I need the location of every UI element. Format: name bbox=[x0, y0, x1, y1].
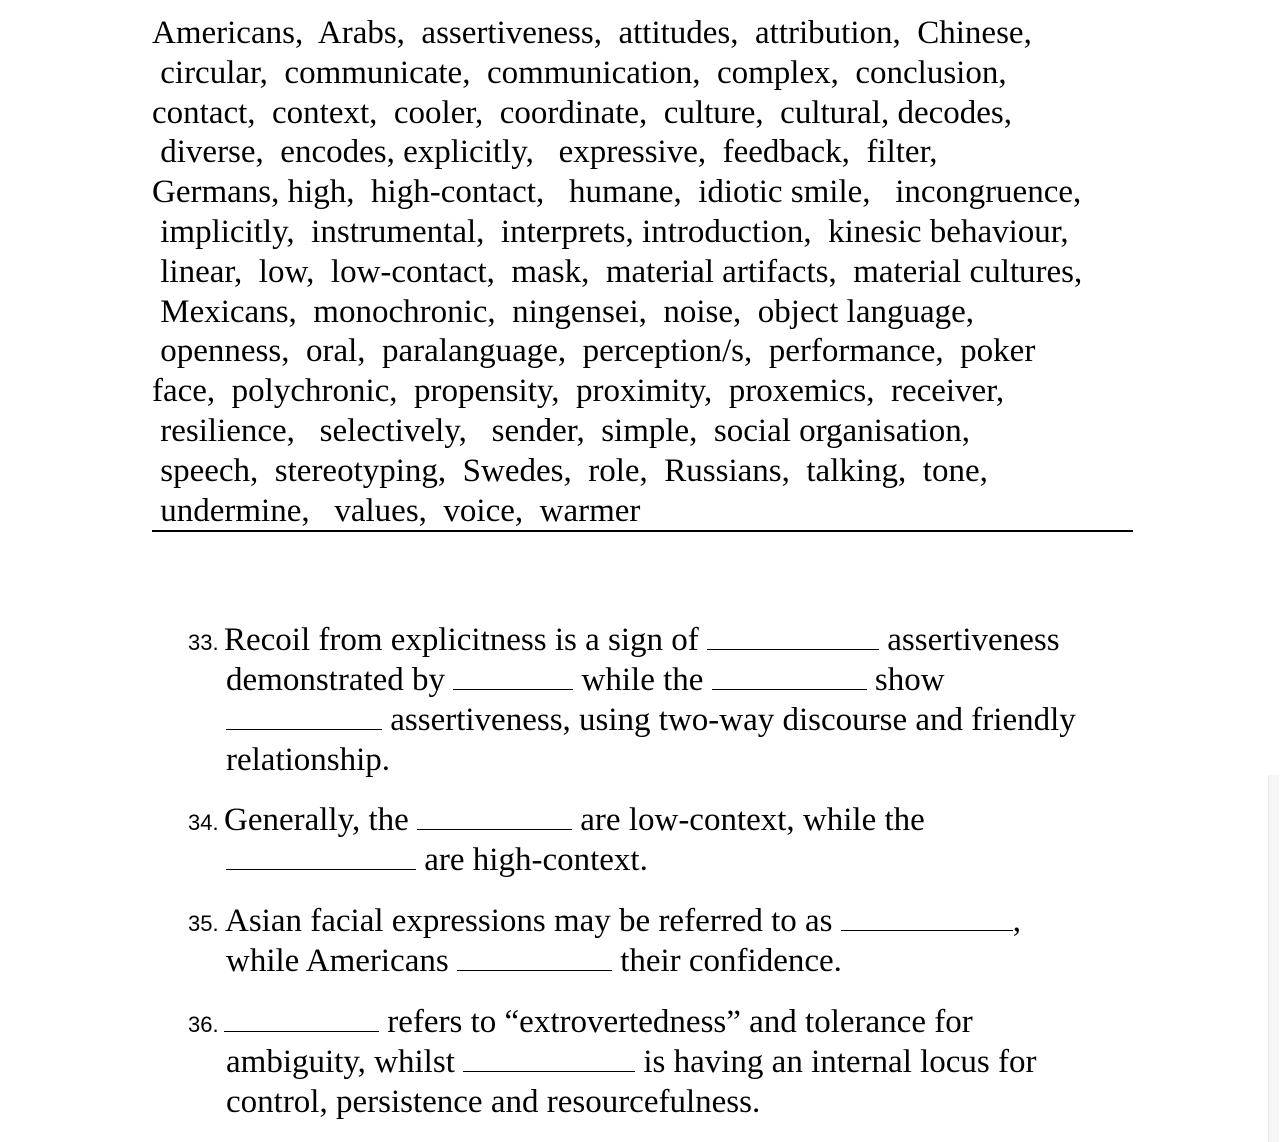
question-text: Asian facial expressions may be referred to as bbox=[225, 903, 841, 939]
question-line bbox=[226, 1082, 1166, 1122]
question-34 bbox=[188, 800, 1128, 880]
word-bank-line: resilience, selectively, sender, simple, social organisation, bbox=[152, 412, 970, 449]
question-text: , bbox=[1012, 903, 1022, 939]
word-bank-line: contact, context, cooler, coordinate, culture, cultural, decodes, bbox=[152, 94, 1012, 131]
question-33 bbox=[188, 620, 1128, 780]
question-text: are low-context, while the bbox=[572, 802, 925, 838]
word-bank-line: circular, communicate, communication, complex, conclusion, bbox=[152, 54, 1007, 91]
question-text: relationship. bbox=[226, 742, 391, 778]
question-36 bbox=[188, 1002, 1128, 1122]
question-number: 35. bbox=[188, 911, 219, 936]
word-bank-line: linear, low, low-contact, mask, material artifacts, material cultures, bbox=[152, 253, 1083, 290]
question-number: 36. bbox=[188, 1012, 219, 1037]
question-text: while Americans bbox=[226, 943, 457, 979]
question-line bbox=[226, 941, 1166, 981]
question-text: control, persistence and resourcefulness. bbox=[226, 1084, 761, 1120]
question-35 bbox=[188, 901, 1128, 981]
word-bank-line: undermine, values, voice, warmer bbox=[152, 492, 641, 529]
word-bank-line: openness, oral, paralanguage, perception/s, performance, poker bbox=[152, 333, 1036, 370]
word-bank-line: Mexicans, monochronic, ningensei, noise, object language, bbox=[152, 293, 975, 330]
question-text: are high-context. bbox=[416, 842, 648, 878]
question-line bbox=[226, 740, 1166, 780]
word-bank-line: speech, stereotyping, Swedes, role, Russians, talking, tone, bbox=[152, 452, 988, 489]
question-line bbox=[226, 700, 1166, 740]
question-text: assertiveness, using two-way discourse and friendly bbox=[382, 702, 1076, 738]
question-number: 33. bbox=[188, 630, 219, 655]
answer-blank[interactable] bbox=[417, 805, 572, 830]
question-line bbox=[226, 1042, 1166, 1082]
question-text: demonstrated by bbox=[226, 662, 454, 698]
question-line bbox=[224, 620, 1164, 660]
word-bank-line: Americans, Arabs, assertiveness, attitudes, attribution, Chinese, bbox=[152, 15, 1032, 51]
answer-blank[interactable] bbox=[453, 665, 573, 690]
question-line bbox=[226, 660, 1166, 700]
question-text: is having an internal locus for bbox=[635, 1044, 1037, 1080]
question-text: their confidence. bbox=[611, 943, 842, 979]
question-line bbox=[224, 1002, 1164, 1042]
answer-blank[interactable] bbox=[224, 1007, 379, 1032]
answer-blank[interactable] bbox=[712, 665, 867, 690]
question-text: refers to “extrovertedness” and tolerance for bbox=[379, 1004, 973, 1040]
word-bank-line: face, polychronic, propensity, proximity, proxemics, receiver, bbox=[152, 373, 1005, 410]
question-number: 34. bbox=[188, 810, 219, 835]
word-bank-line: Germans, high, high-contact, humane, idiotic smile, incongruence, bbox=[152, 174, 1082, 211]
question-line bbox=[226, 840, 1166, 880]
word-bank bbox=[152, 14, 1133, 531]
question-text: Generally, the bbox=[224, 802, 418, 838]
answer-blank[interactable] bbox=[707, 625, 879, 650]
answer-blank[interactable] bbox=[226, 705, 382, 730]
question-text: show bbox=[866, 662, 945, 698]
question-text: while the bbox=[573, 662, 712, 698]
answer-blank[interactable] bbox=[457, 946, 612, 971]
question-line bbox=[224, 800, 1164, 840]
word-bank-line: implicitly, instrumental, interprets, introduction, kinesic behaviour, bbox=[152, 213, 1069, 250]
word-bank-line: diverse, encodes, explicitly, expressive, feedback, filter, bbox=[152, 134, 938, 171]
answer-blank[interactable] bbox=[463, 1047, 635, 1072]
scrollbar[interactable] bbox=[1268, 775, 1279, 1142]
answer-blank[interactable] bbox=[841, 906, 1013, 931]
answer-blank[interactable] bbox=[226, 845, 416, 870]
question-text: Recoil from explicitness is a sign of bbox=[224, 622, 707, 658]
question-line bbox=[225, 901, 1165, 941]
question-text: ambiguity, whilst bbox=[226, 1044, 464, 1080]
question-text: assertiveness bbox=[879, 622, 1060, 658]
word-bank-divider bbox=[152, 530, 1133, 532]
